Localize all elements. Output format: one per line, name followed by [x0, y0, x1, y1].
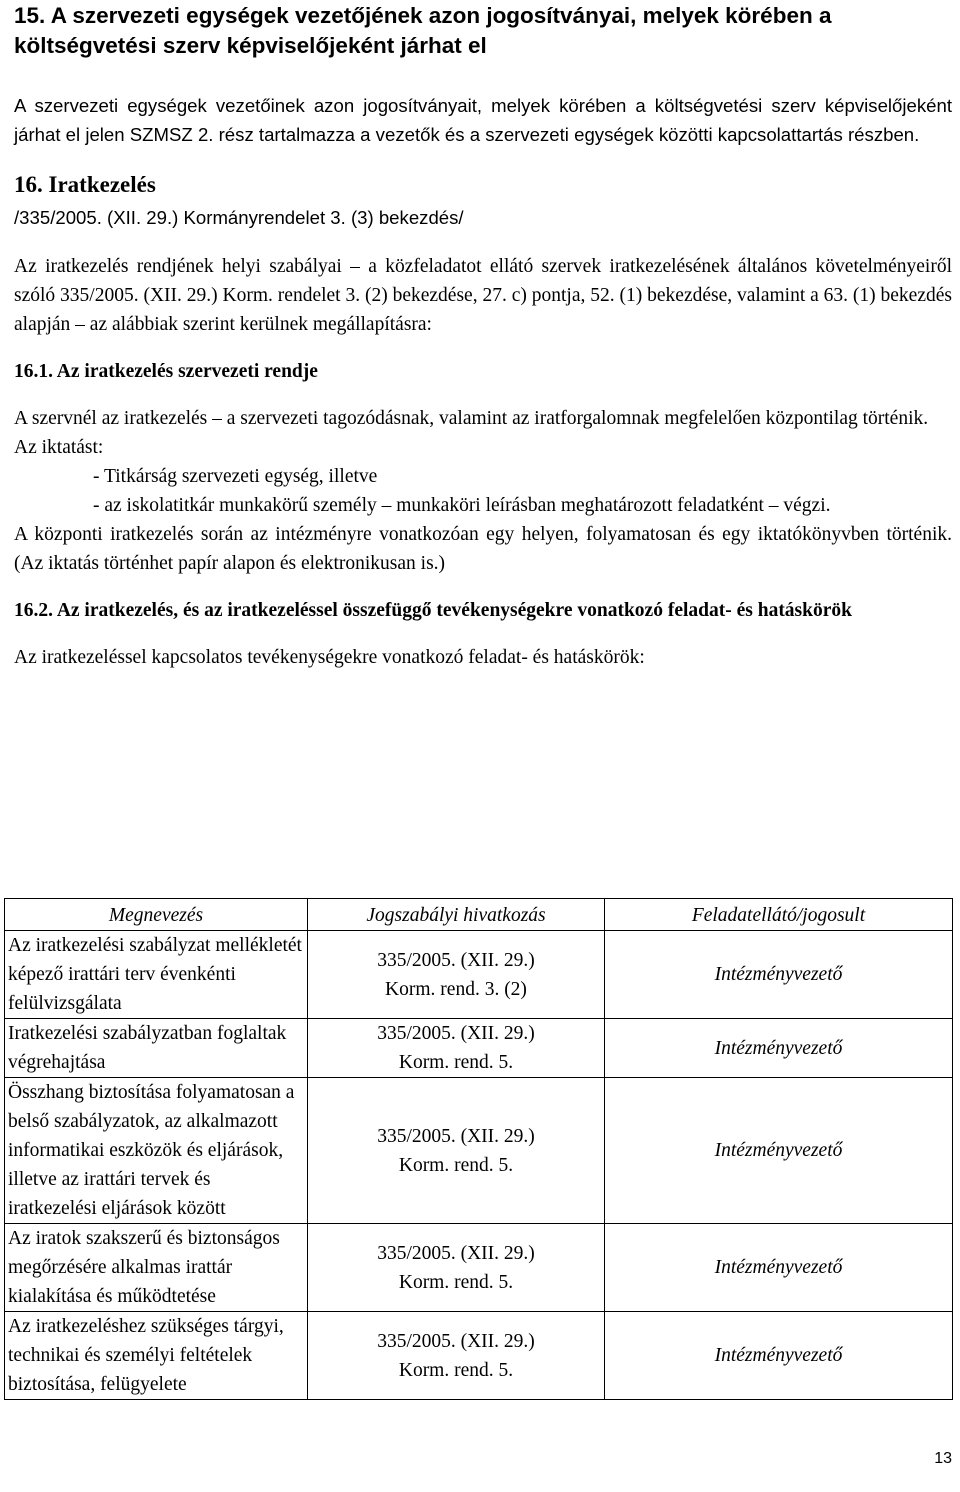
row-law — [308, 1312, 605, 1400]
row-law-line-1: 335/2005. (XII. 29.) — [377, 1023, 535, 1044]
column-header-law: Jogszabályi hivatkozás — [308, 899, 605, 931]
row-owner: Intézményvezető — [605, 1078, 953, 1224]
table-header-row — [5, 899, 953, 931]
section-16-2-intro: Az iratkezeléssel kapcsolatos tevékenységekre vonatkozó feladat- és hatáskörök: — [14, 647, 645, 668]
row-law — [308, 1019, 605, 1078]
table-row — [5, 1019, 953, 1078]
row-law-line-2: Korm. rend. 5. — [398, 1359, 514, 1381]
section-16-2-title: Az iratkezelés, és az iratkezeléssel összefüggő tevékenységekre vonatkozó feladat- és hatáskörök — [56, 600, 852, 621]
row-law — [308, 1224, 605, 1312]
page-number: 13 — [934, 1450, 952, 1467]
row-law-line-1: 335/2005. (XII. 29.) — [377, 1242, 535, 1264]
row-law-line-2: Korm. rend. 3. (2) — [385, 978, 527, 1000]
table-row — [5, 1224, 953, 1312]
row-name: Az iratkezeléshez szükséges tárgyi, technikai és személyi feltételek biztosítása, felügyelete — [5, 1312, 308, 1400]
section-15-body: A szervezeti egységek vezetőinek azon jogosítványait, melyek körében a költségvetési szerv képviselőjeként járhat el jelen SZMSZ 2. rész tartalmazza a vezetők és a szervezeti egységek közötti kapcsolattartás részben. — [14, 95, 952, 145]
list-item: - az iskolatitkár munkakörű személy – munkaköri leírásban meghatározott feladatként – végzi. — [93, 495, 831, 516]
section-16-1-paragraph-3: A központi iratkezelés során az intézményre vonatkozóan egy helyen, folyamatosan és egy iktatókönyvben történik. (Az iktatás történhet papír alapon és elektronikusan is.) — [14, 524, 952, 574]
row-law-line-2: Korm. rend. 5. — [398, 1271, 514, 1293]
list-item: - Titkárság szervezeti egység, illetve — [93, 466, 378, 487]
section-16-heading: 16. Iratkezelés — [14, 172, 156, 197]
document-page — [14, 0, 952, 672]
section-16-2-heading — [14, 596, 952, 625]
section-16-reference: /335/2005. (XII. 29.) Kormányrendelet 3. (3) bekezdés/ — [14, 207, 464, 228]
column-header-name: Megnevezés — [5, 899, 308, 931]
section-16-1-paragraph-1: A szervnél az iratkezelés – a szervezeti tagozódásnak, valamint az iratforgalomnak megfelelően központilag történik. — [14, 408, 929, 429]
table-row — [5, 1078, 953, 1224]
row-name: Az iratok szakszerű és biztonságos megőrzésére alkalmas irattár kialakítása és működtetése — [5, 1224, 308, 1312]
section-16-1-heading: 16.1. Az iratkezelés szervezeti rendje — [14, 361, 318, 382]
row-owner: Intézményvezető — [605, 1312, 953, 1400]
table-row — [5, 931, 953, 1019]
responsibilities-table — [4, 898, 953, 1400]
row-law-line-1: 335/2005. (XII. 29.) — [377, 1125, 535, 1147]
row-owner: Intézményvezető — [605, 1019, 953, 1078]
row-owner: Intézményvezető — [605, 1224, 953, 1312]
section-16-intro: Az iratkezelés rendjének helyi szabályai – a közfeladatot ellátó szervek iratkezelésének általános követelményeiről szóló 335/2005. (XII. 29.) Korm. rendelet 3. (2) bekezdése, 27. c) pontja, 52. (1) bekezdése, valamint a 63. (1) bekezdés alapján – az alábbiak szerint kerülnek megállapításra: — [14, 256, 952, 335]
row-law — [308, 931, 605, 1019]
column-header-owner: Feladatellátó/jogosult — [605, 899, 953, 931]
table-row — [5, 1312, 953, 1400]
section-15-heading: 15. A szervezeti egységek vezetőjének azon jogosítványai, melyek körében a költségvetési szerv képviselőjeként járhat el — [14, 3, 832, 58]
row-name: Összhang biztosítása folyamatosan a belső szabályzatok, az alkalmazott informatikai eszközök és eljárások, illetve az irattári tervek és iratkezelési eljárások között — [5, 1078, 308, 1224]
row-law — [308, 1078, 605, 1224]
row-law-line-1: 335/2005. (XII. 29.) — [377, 949, 535, 971]
row-law-line-2: Korm. rend. 5. — [398, 1154, 514, 1176]
row-name: Iratkezelési szabályzatban foglaltak végrehajtása — [5, 1019, 308, 1078]
row-name: Az iratkezelési szabályzat mellékletét képező irattári terv évenkénti felülvizsgálata — [5, 931, 308, 1019]
section-16-2-number: 16.2. — [14, 600, 53, 621]
section-16-1-paragraph-2: Az iktatást: — [14, 437, 104, 458]
row-law-line-2: Korm. rend. 5. — [398, 1052, 514, 1073]
row-owner: Intézményvezető — [605, 931, 953, 1019]
row-law-line-1: 335/2005. (XII. 29.) — [377, 1330, 535, 1352]
